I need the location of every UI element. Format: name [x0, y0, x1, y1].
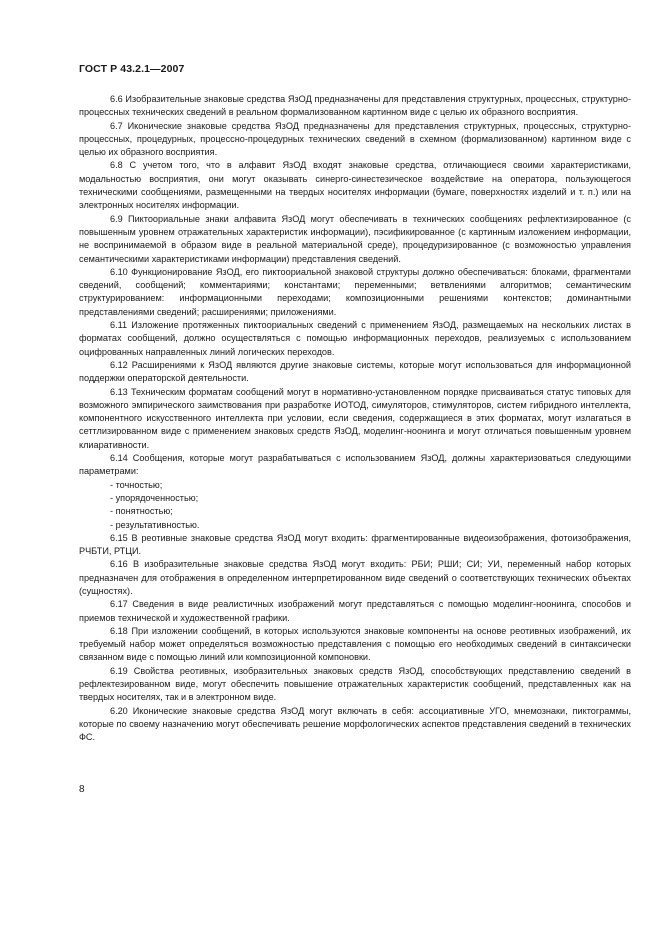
list-item: - результативностью. — [110, 519, 200, 530]
list-item: - упорядоченностью; — [110, 492, 199, 503]
clause-6-6: 6.6 Изобразительные знаковые средства ЯзОД предназначены для представления структурных, процессных, структурно-процессных технических сведений в реальном формализованном картинном виде с целью их образного восприятия. — [79, 94, 631, 118]
list-item: - понятностью; — [110, 506, 173, 517]
clause-6-7: 6.7 Иконические знаковые средства ЯзОД предназначены для представления структурных, процессных, структурно-процессных, процедурных, процессно-процедурных технических сведений в схемном (формализованном) картинном виде с целью их образного восприятия. — [79, 120, 631, 158]
clause-6-17: 6.17 Сведения в виде реалистичных изображений могут представляться с помощью моделинг-ноонинга, способов и приемов технической и художественной графики. — [79, 599, 631, 623]
list-item: - точностью; — [110, 479, 163, 490]
document-header: ГОСТ Р 43.2.1—2007 — [79, 63, 185, 75]
clause-6-20: 6.20 Иконические знаковые средства ЯзОД могут включать в себя: ассоциативные УГО, мнемознаки, пиктограммы, которые по своему назначению могут обеспечивать решение морфологических аспектов представления сведений в технических ФС. — [79, 705, 631, 743]
clause-6-9: 6.9 Пиктоориальные знаки алфавита ЯзОД могут обеспечивать в технических сообщениях рефлектизированное (с повышенным уровнем отражательных характеристик информации), пэсификированное (с картинным изложением информации, не воспринимаемой в образом виде в реальной материальной среде), процедуризированное (с возможностью управления семантическими характеристиками информации) представления сведений. — [79, 213, 631, 264]
clause-6-12: 6.12 Расширениями к ЯзОД являются другие знаковые системы, которые могут использоваться для информационной поддержки операторской деятельности. — [79, 359, 631, 384]
clause-6-18: 6.18 При изложении сообщений, в которых используются знаковые компоненты на основе реотивных изображений, их требуемый набор может определяться возможностью представления с помощью его необходимых сведений в синтаксически связанном виде с помощью линий или композиционной компоновки. — [79, 625, 631, 663]
clause-6-13: 6.13 Техническим форматам сообщений могут в нормативно-установленном порядке присваиваться статус типовых для возможного эмпирического заимствования при разработке ИОТОД, симуляторов, стимуляторов, систем гибридного интеллекта, компонентного искусственного интеллекта при условии, если сведения, содержащиеся в этих форматах, могут излагаться в сеттлизированном виде с применением знаковых средств ЯзОД, моделинг-ноонинга и могут отличаться повышенным уровнем клиаративности. — [79, 386, 631, 450]
clause-6-15: 6.15 В реотивные знаковые средства ЯзОД могут входить: фрагментированные видеоизображения, фотоизображения, РЧБТИ, РТЦИ. — [79, 532, 631, 557]
clause-6-8: 6.8 С учетом того, что в алфавит ЯзОД входят знаковые средства, отличающиеся своими характеристиками, модальностью восприятия, они могут оказывать синерго-синестезическое воздействие на оператора, пользующегося техническими сообщениями, размещенными на твердых носителях информации (бумаге, поверхностях изделий и т. п.) или на электронных носителях информации. — [79, 160, 631, 211]
page-number: 8 — [79, 784, 85, 795]
clause-6-11: 6.11 Изложение протяженных пиктоориальных сведений с применением ЯзОД, размещаемых на нескольких листах в форматах сообщений, должно осуществляться с помощью информационных переходов, реализуемых с использованием оцифрованных направленных линий логических переходов. — [79, 320, 631, 357]
clause-6-10: 6.10 Функционирование ЯзОД, его пиктоориальной знаковой структуры должно обеспечиваться: блоками, фрагментами сведений, сообщений; комментариями; константами; переменными; ветвлениями алгоритмов; семантическим структурированием: информационными переходами; композиционными решениями контекстов; доминантными представлениями сведений; расширениями; приложениями. — [79, 266, 631, 317]
clause-6-19: 6.19 Свойства реотивных, изобразительных знаковых средств ЯзОД, способствующих представлению сведений в рефлектезированном виде, могут обеспечить повышение отражательных характеристик сообщений, представленных как на твердых носителях, так и в электронном виде. — [79, 665, 631, 703]
document-body — [79, 93, 631, 745]
clause-6-14: 6.14 Сообщения, которые могут разрабатываться с использованием ЯзОД, должны характеризоваться следующими параметрами: — [79, 453, 631, 477]
clause-6-16: 6.16 В изобразительные знаковые средства ЯзОД могут входить: РБИ; РШИ; СИ; УИ, переменный набор которых предназначен для отображения в определенном интерпретированном виде сведений о соответствующих технических объектах (сущностях). — [79, 559, 631, 596]
